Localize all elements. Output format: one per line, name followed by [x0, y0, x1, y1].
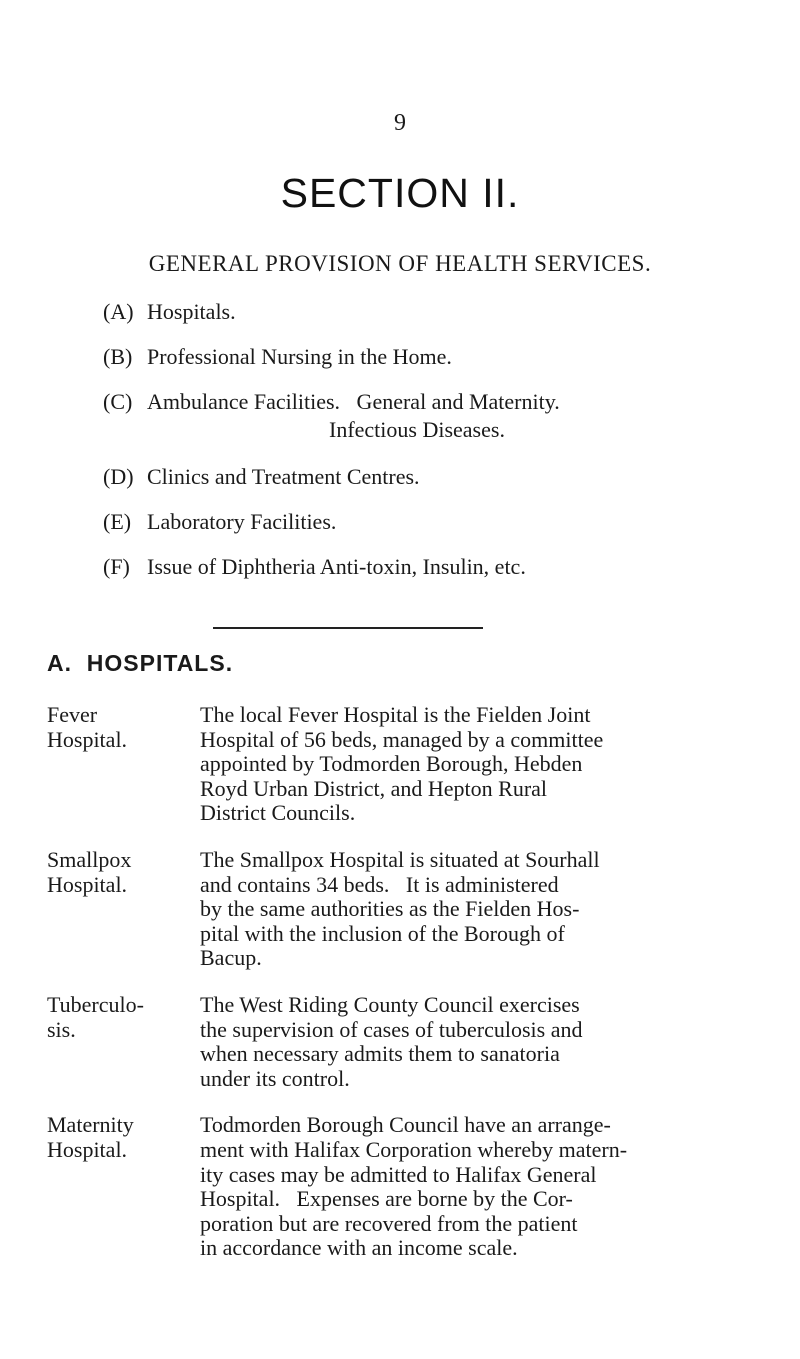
entry-body-line: Bacup.	[200, 945, 262, 971]
contents-text: Issue of Diphtheria Anti-toxin, Insulin, etc.	[147, 554, 526, 579]
entry-body-line: The West Riding County Council exercises	[200, 991, 580, 1017]
entry-label-line: Hospital.	[47, 726, 128, 752]
contents-letter: (D)	[103, 464, 134, 489]
contents-letter: (C)	[103, 389, 133, 414]
entry-label	[47, 1113, 200, 1261]
entry-label-line: Smallpox	[47, 846, 132, 872]
entry-body-line: The Smallpox Hospital is situated at Sourhall	[200, 846, 600, 872]
entry-body-line: by the same authorities as the Fielden Hos-	[200, 896, 580, 922]
section-title: SECTION II.	[280, 170, 520, 216]
entry-body	[200, 1113, 767, 1261]
entry-tuberculosis	[47, 993, 767, 1091]
entry-body-line: Royd Urban District, and Hepton Rural	[200, 775, 548, 801]
entry-body-line: The local Fever Hospital is the Fielden Joint	[200, 702, 591, 727]
contents-text: Hospitals.	[147, 299, 236, 324]
hospital-entries	[47, 703, 767, 1261]
entry-body-line: and contains 34 beds. It is administered	[200, 871, 559, 897]
entry-body-line: Hospital of 56 beds, managed by a committee	[200, 726, 604, 752]
entry-label-line: Hospital.	[47, 871, 128, 897]
entry-body-line: the supervision of cases of tuberculosis and	[200, 1016, 583, 1042]
contents-text	[147, 388, 783, 444]
entry-label	[47, 848, 200, 971]
contents-letter: (E)	[103, 509, 132, 534]
entry-label	[47, 703, 200, 826]
entry-body-line: ity cases may be admitted to Halifax General	[200, 1161, 597, 1187]
entry-body-line: Hospital. Expenses are borne by the Cor-	[200, 1186, 573, 1212]
entry-body-line: ment with Halifax Corporation whereby matern-	[200, 1136, 628, 1162]
contents-letter: (F)	[103, 554, 130, 579]
section-heading: A. HOSPITALS.	[47, 650, 234, 676]
page-subtitle: GENERAL PROVISION OF HEALTH SERVICES.	[148, 251, 652, 276]
entry-label-line: Fever	[47, 702, 98, 727]
contents-text-line: Infectious Diseases.	[329, 417, 505, 442]
entry-fever-hospital	[47, 703, 767, 826]
contents-item-c	[103, 388, 783, 444]
entry-label-line: sis.	[47, 1016, 76, 1042]
section-divider	[213, 627, 483, 629]
entry-body-line: in accordance with an income scale.	[200, 1235, 518, 1261]
contents-text: Professional Nursing in the Home.	[147, 344, 452, 369]
entry-maternity-hospital	[47, 1113, 767, 1261]
entry-body	[200, 993, 767, 1091]
entry-body-line: Todmorden Borough Council have an arrange-	[200, 1112, 611, 1138]
entry-body-line: poration but are recovered from the patient	[200, 1210, 578, 1236]
page-number: 9	[394, 110, 406, 136]
contents-text-line: Ambulance Facilities. General and Maternity.	[147, 389, 560, 414]
entry-body-line: under its control.	[200, 1065, 350, 1091]
contents-item-d	[103, 463, 783, 491]
entry-body-line: District Councils.	[200, 800, 356, 826]
entry-smallpox-hospital	[47, 848, 767, 971]
entry-label	[47, 993, 200, 1091]
contents-text: Laboratory Facilities.	[147, 509, 337, 534]
entry-label-line: Hospital.	[47, 1136, 128, 1162]
entry-body-line: when necessary admits them to sanatoria	[200, 1041, 560, 1067]
contents-item-e	[103, 508, 783, 536]
entry-body	[200, 703, 767, 826]
entry-label-line: Maternity	[47, 1112, 134, 1138]
contents-list	[103, 298, 783, 581]
contents-item-f	[103, 553, 783, 581]
contents-item-b	[103, 343, 783, 371]
entry-body	[200, 848, 767, 971]
contents-item-a	[103, 298, 783, 326]
contents-letter: (B)	[103, 344, 133, 369]
contents-text: Clinics and Treatment Centres.	[147, 464, 420, 489]
contents-letter: (A)	[103, 299, 134, 324]
entry-body-line: appointed by Todmorden Borough, Hebden	[200, 751, 583, 777]
entry-body-line: pital with the inclusion of the Borough of	[200, 920, 565, 946]
entry-label-line: Tuberculo-	[47, 991, 144, 1017]
